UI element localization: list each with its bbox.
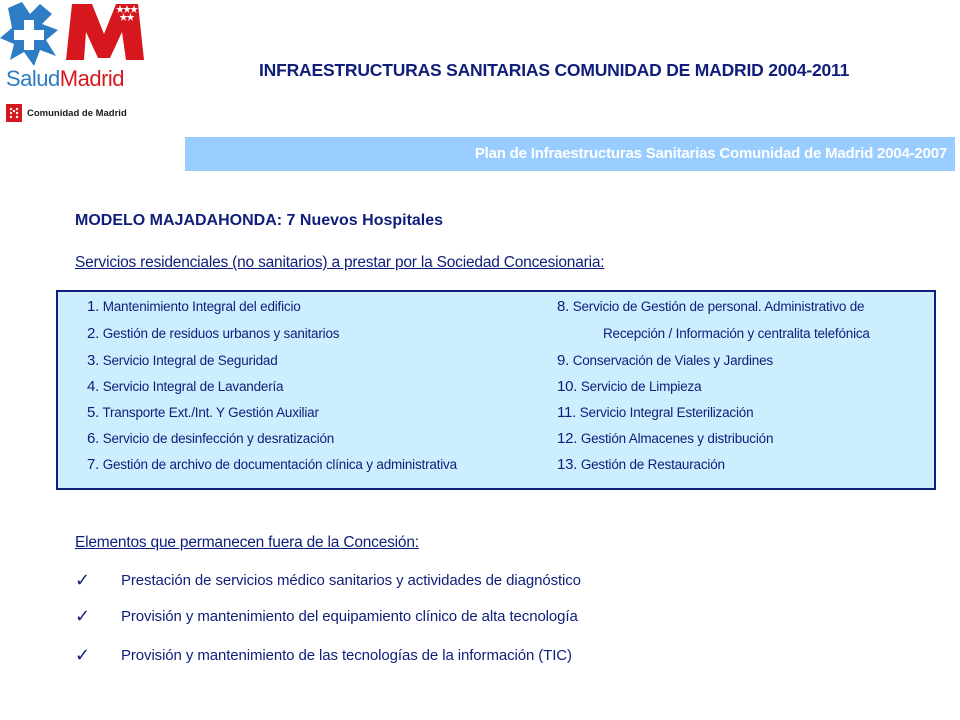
banner-text: Plan de Infraestructuras Sanitarias Comunidad de Madrid 2004-2007 — [474, 145, 947, 162]
service-item: 5. Transporte Ext./Int. Y Gestión Auxiliar — [87, 404, 319, 421]
page-title: INFRAESTRUCTURAS SANITARIAS COMUNIDAD DE MADRID 2004-2011 — [259, 60, 850, 80]
list-item-text: Prestación de servicios médico sanitarios y actividades de diagnóstico — [121, 572, 581, 589]
list-item — [75, 570, 581, 591]
service-item: 2. Gestión de residuos urbanos y sanitarios — [87, 325, 340, 342]
service-item: 3. Servicio Integral de Seguridad — [87, 352, 278, 369]
service-item: 1. Mantenimiento Integral del edificio — [87, 298, 301, 315]
service-item: 6. Servicio de desinfección y desratización — [87, 430, 335, 447]
comunidad-madrid-logo — [6, 104, 127, 122]
checkmark-icon: ✓ — [75, 606, 91, 627]
list-item — [75, 645, 572, 666]
salud-madrid-logo-icon — [0, 0, 150, 70]
list-item-text: Provisión y mantenimiento de las tecnologías de la información (TIC) — [121, 647, 572, 664]
list-item — [75, 606, 578, 627]
service-item: 9. Conservación de Viales y Jardines — [557, 352, 773, 369]
plan-banner — [185, 137, 955, 171]
salud-madrid-wordmark — [6, 66, 124, 92]
outside-concession-title: Elementos que permanecen fuera de la Concesión: — [75, 534, 419, 551]
logo-salud-text: Salud — [6, 66, 60, 91]
services-subtitle: Servicios residenciales (no sanitarios) a prestar por la Sociedad Concesionaria: — [75, 254, 605, 271]
section-title: MODELO MAJADAHONDA: 7 Nuevos Hospitales — [75, 212, 444, 229]
service-item: 12. Gestión Almacenes y distribución — [557, 430, 774, 447]
service-item-continuation: Recepción / Información y centralita telefónica — [603, 326, 870, 341]
logo-madrid-text: Madrid — [59, 66, 125, 91]
comunidad-flag-icon — [6, 104, 22, 122]
service-item: 13. Gestión de Restauración — [557, 456, 725, 473]
comunidad-madrid-text: Comunidad de Madrid — [27, 107, 127, 119]
service-item: 11. Servicio Integral Esterilización — [557, 404, 754, 421]
service-item: 8. Servicio de Gestión de personal. Administrativo de — [557, 298, 865, 315]
checkmark-icon: ✓ — [75, 645, 91, 666]
service-item: 4. Servicio Integral de Lavandería — [87, 378, 284, 395]
list-item-text: Provisión y mantenimiento del equipamiento clínico de alta tecnología — [121, 608, 578, 625]
service-item: 10. Servicio de Limpieza — [557, 378, 702, 395]
service-item: 7. Gestión de archivo de documentación clínica y administrativa — [87, 456, 457, 473]
checkmark-icon: ✓ — [75, 570, 91, 591]
